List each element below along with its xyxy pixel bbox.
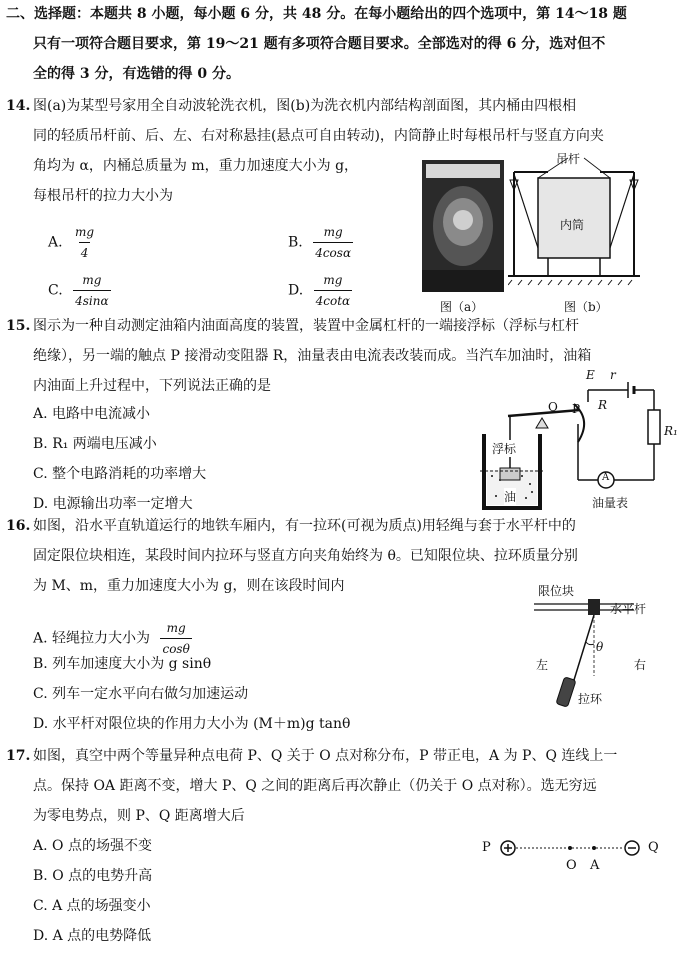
q15-label-r: r <box>610 368 616 382</box>
q15-label-float: 浮标 <box>492 442 517 456</box>
q16-line-1: 如图，沿水平直轨道运行的地铁车厢内，有一拉环(可视为质点)用轻绳与套于水平杆中的 <box>33 518 576 534</box>
q17-label-P: P <box>482 840 491 855</box>
q14-figure-a-photo <box>422 160 504 292</box>
q14-figure-a-caption: 图（a） <box>440 300 484 314</box>
q14-line-2: 同的轻质吊杆前、后、左、右对称悬挂(悬点可自由转动)，内筒静止时每根吊杆与竖直方向夹 <box>33 128 604 144</box>
q14-line-4: 每根吊杆的拉力大小为 <box>33 188 173 204</box>
q16-label-ring: 拉环 <box>578 692 603 706</box>
q15-label-R: R <box>598 398 608 412</box>
q15-option-d[interactable]: D. 电源输出功率一定增大 <box>33 496 193 512</box>
q15-label-R1: R₁ <box>664 424 678 438</box>
q16-label-rod: 水平杆 <box>610 602 647 616</box>
q17-label-O: O <box>566 858 577 873</box>
q14-number: 14. <box>6 98 31 114</box>
q15-label-A: A <box>602 472 610 483</box>
q14-line-1: 图(a)为某型号家用全自动波轮洗衣机，图(b)为洗衣机内部结构剖面图，其内桶由四根相 <box>33 98 577 114</box>
q14-option-d[interactable]: D. $\frac{mg}{4\cot\alpha}$ <box>288 270 352 311</box>
q14-option-a[interactable]: A. $\frac{mg}{4}$ <box>48 222 96 263</box>
q14-figure-b-rod-label: 吊杆 <box>556 152 581 166</box>
q16-line-3: 为 M、m，重力加速度大小为 g，则在该段时间内 <box>33 578 345 594</box>
q16-label-left: 左 <box>536 658 549 672</box>
q16-label-right: 右 <box>634 658 647 672</box>
q15-label-oil: 油 <box>504 490 517 504</box>
q16-option-d[interactable]: D. 水平杆对限位块的作用力大小为 (M＋m)g tanθ <box>33 716 351 732</box>
q15-line-1: 图示为一种自动测定油箱内油面高度的装置，装置中金属杠杆的一端接浮标（浮标与杠杆 <box>33 318 579 334</box>
q17-label-A: A <box>590 858 600 873</box>
q17-label-Q: Q <box>648 840 659 855</box>
q15-label-E: E <box>586 368 595 382</box>
q16-option-b[interactable]: B. 列车加速度大小为 g sinθ <box>33 656 212 672</box>
q16-label-block: 限位块 <box>538 584 575 598</box>
q17-option-b[interactable]: B. O 点的电势升高 <box>33 868 153 884</box>
q16-label-theta: θ <box>596 640 604 654</box>
q14-option-c[interactable]: C. $\frac{mg}{4\sin\alpha}$ <box>48 270 111 311</box>
q17-option-d[interactable]: D. A 点的电势降低 <box>33 928 152 944</box>
q15-option-c[interactable]: C. 整个电路消耗的功率增大 <box>33 466 207 482</box>
q14-figure-b-inner-label: 内筒 <box>560 218 585 232</box>
section-line-1: 二、选择题：本题共 8 小题，每小题 6 分，共 48 分。在每小题给出的四个选项中，第 14～18 题 <box>6 6 627 22</box>
q17-line-1: 如图，真空中两个等量异种点电荷 P、Q 关于 O 点对称分布，P 带正电，A 为 P、Q 连线上一 <box>33 748 618 764</box>
q17-line-2: 点。保持 OA 距离不变，增大 P、Q 之间的距离后再次静止（仍关于 O 点对称）。选无穷远 <box>33 778 597 794</box>
q17-option-a[interactable]: A. O 点的场强不变 <box>33 838 152 854</box>
q15-option-b[interactable]: B. R₁ 两端电压减小 <box>33 436 157 452</box>
q17-line-3: 为零电势点，则 P、Q 距离增大后 <box>33 808 245 824</box>
q16-line-2: 固定限位块相连，某段时间内拉环与竖直方向夹角始终为 θ。已知限位块、拉环质量分别 <box>33 548 578 564</box>
q15-line-3: 内油面上升过程中，下列说法正确的是 <box>33 378 271 394</box>
q17-option-c[interactable]: C. A 点的场强变小 <box>33 898 151 914</box>
q15-option-a[interactable]: A. 电路中电流减小 <box>33 406 151 422</box>
q15-label-meter: 油量表 <box>592 496 629 510</box>
q15-number: 15. <box>6 318 31 334</box>
q15-label-P: P <box>572 402 581 416</box>
q14-line-3: 角均为 α，内桶总质量为 m，重力加速度大小为 g， <box>33 158 359 174</box>
q16-number: 16. <box>6 518 31 534</box>
q15-label-O: O <box>548 400 558 414</box>
section-line-2: 只有一项符合题目要求，第 19～21 题有多项符合题目要求。全部选对的得 6 分，选对但不 <box>33 36 606 52</box>
q15-line-2: 绝缘），另一端的触点 P 接滑动变阻器 R，油量表由电流表改装而成。当汽车加油时，油箱 <box>33 348 592 364</box>
q17-charges-diagram <box>496 838 646 860</box>
q14-figure-b-caption: 图（b） <box>564 300 608 314</box>
section-line-3: 全的得 3 分，有选错的得 0 分。 <box>33 66 240 82</box>
q16-option-a[interactable]: A. 轻绳拉力大小为 $\frac{mg}{\cos\theta}$ <box>33 618 192 659</box>
q16-option-c[interactable]: C. 列车一定水平向右做匀加速运动 <box>33 686 249 702</box>
q17-number: 17. <box>6 748 31 764</box>
q14-option-b[interactable]: B. $\frac{mg}{4\cos\alpha}$ <box>288 222 353 263</box>
